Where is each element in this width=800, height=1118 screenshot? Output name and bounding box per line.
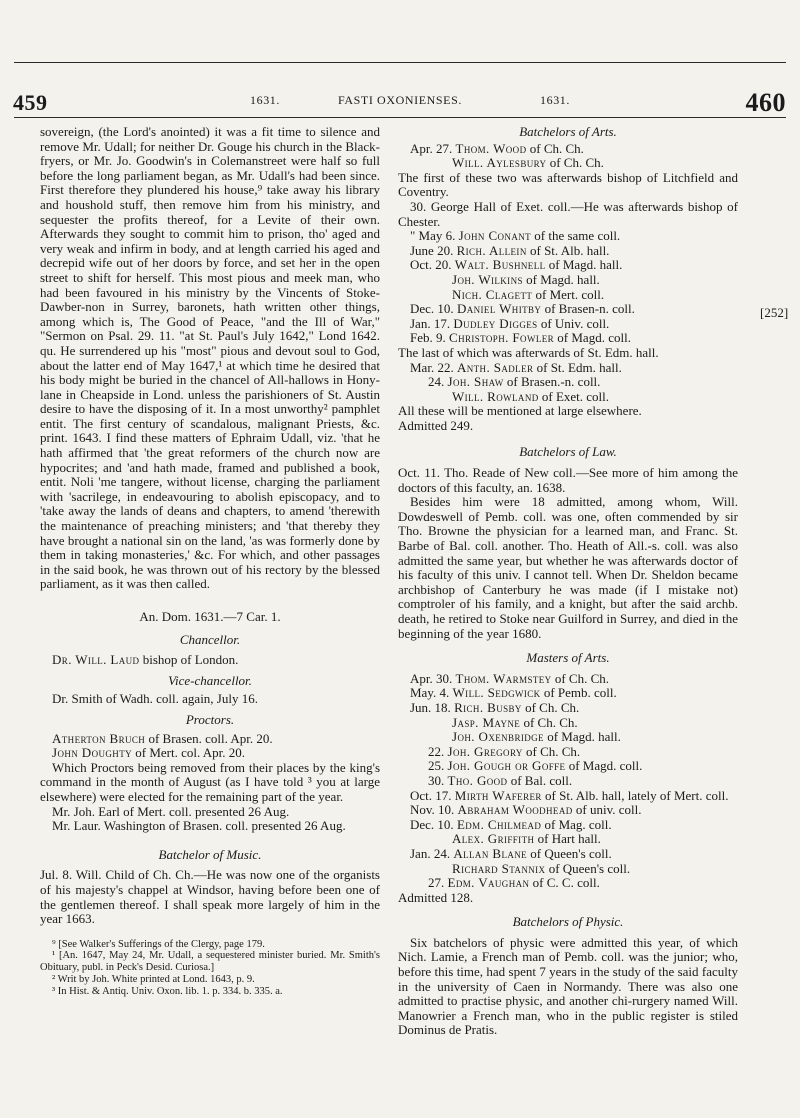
- page-number-left: 459: [13, 90, 48, 115]
- entry-college: of Bal. coll.: [507, 772, 573, 788]
- degree-entry: [398, 390, 738, 405]
- arts-list: [398, 361, 738, 405]
- entry-date: 24.: [428, 374, 445, 390]
- entry-name: Anth. Sadler: [456, 359, 534, 375]
- entry-date: Apr. 30.: [410, 670, 453, 686]
- degree-entry: [398, 789, 738, 804]
- physic-paragraph: Six batchelors of physic were admitted this year, of which Nich. Lamie, a French man of Pemb. coll. was the junior; who, before this time, had spent 7 years in the study of the said faculty in the university of Caen in Normandy. There was also one admitted to practise physic, and another chi-rurgery named Will. Manowrier a French man, who in the public register is stiled Dominus de Pratis.: [398, 934, 738, 1038]
- footnote: ¹ [An. 1647, May 24, Mr. Udall, a sequestered minister buried. Mr. Smith's Obituary, publ. in Peck's Desid. Curiosa.]: [40, 950, 380, 974]
- entry-college: of Hart hall.: [534, 831, 601, 847]
- entry-date: Oct. 17.: [410, 787, 452, 803]
- entry-name: Tho. Good: [447, 772, 508, 788]
- entry-college: of Ch. Ch.: [521, 699, 580, 715]
- entry-college: of Magd. hall.: [545, 257, 623, 273]
- entry-college: of Ch. Ch.: [546, 155, 604, 171]
- entry-name: Dudley Digges: [453, 315, 538, 331]
- degree-entry: [398, 803, 738, 818]
- entry-college: of Pemb. coll.: [540, 685, 617, 701]
- right-column: [398, 125, 738, 1038]
- degree-entry: [398, 156, 738, 171]
- entry-date: May. 4.: [410, 685, 450, 701]
- entry-college: of St. Alb. hall.: [526, 242, 610, 258]
- entry-date: Jan. 24.: [410, 845, 451, 861]
- entry-college: of St. Edm. hall.: [533, 359, 622, 375]
- degree-entry: [398, 288, 738, 303]
- entry-date: Jun. 18.: [410, 699, 451, 715]
- degree-entry: [398, 302, 738, 317]
- law-entry: Oct. 11. Tho. Reade of New coll.—See more of him among the doctors of this faculty, an. 1638.: [398, 465, 738, 495]
- arts-note: All these will be mentioned at large elsewhere.: [398, 403, 642, 419]
- entry-name: Thom. Wood: [455, 140, 527, 156]
- footnote: ³ In Hist. & Antiq. Univ. Oxon. lib. 1. p. 334. b. 335. a.: [52, 985, 283, 997]
- physic-heading: Batchelors of Physic.: [512, 914, 624, 930]
- entry-name: Christoph. Fowler: [449, 330, 555, 346]
- arts-heading: Batchelors of Arts.: [519, 124, 617, 139]
- left-column: [40, 125, 380, 998]
- entry-name: Will. Aylesbury: [452, 155, 547, 171]
- entry-college: of Ch. Ch.: [551, 670, 610, 686]
- entry-date: Dec. 10.: [410, 816, 454, 832]
- entry-name: Jasp. Mayne: [452, 714, 521, 730]
- arts-list: [398, 142, 738, 171]
- entry-college: of C. C. coll.: [529, 875, 600, 891]
- vice-chancellor-entry: Dr. Smith of Wadh. coll. again, July 16.: [52, 691, 258, 707]
- entry-date: 25.: [428, 758, 445, 774]
- page-number-right: 460: [745, 88, 786, 117]
- entry-name: Nich. Clagett: [452, 286, 533, 302]
- arts-entry-30: 30. George Hall of Exet. coll.—He was afterwards bishop of Chester.: [398, 198, 738, 229]
- entry-name: Joh. Wilkins: [452, 271, 523, 287]
- entry-college: of Ch. Ch.: [522, 743, 581, 759]
- degree-entry: [398, 759, 738, 774]
- entry-name: Alex. Griffith: [452, 831, 535, 847]
- degree-entry: [398, 716, 738, 731]
- degree-entry: [398, 818, 738, 833]
- entry-name: Abraham Woodhead: [457, 802, 573, 818]
- entry-college: of Queen's coll.: [527, 845, 612, 861]
- running-year-right: 1631.: [540, 93, 570, 107]
- entry-date: 27.: [428, 875, 445, 891]
- vice-chancellor-heading: Vice-chancellor.: [168, 672, 252, 688]
- degree-entry: [398, 361, 738, 376]
- degree-entry: [398, 774, 738, 789]
- proctor-rest: of Brasen. coll. Apr. 20.: [145, 730, 273, 746]
- proctor-rest: of Mert. col. Apr. 20.: [132, 745, 246, 761]
- degree-entry: [398, 273, 738, 288]
- music-entry: Jul. 8. Will. Child of Ch. Ch.—He was now one of the organists of his majesty's chappel at Windsor, having before been one of the gentlemen thereof. I shall speak more largely of him in the year 1663.: [40, 867, 380, 927]
- degree-entry: [398, 375, 738, 390]
- entry-name: Will. Rowland: [452, 388, 539, 404]
- body-paragraph: sovereign, (the Lord's anointed) it was a fit time to silence and remove Mr. Udall; for neither Dr. Gouge his church in the Black-fryers, or Mr. Jo. Goodwin's in Colemanstreet were half so full before the long parliament began, as Mr. Udall's had been since. First therefore they plundered his house,⁹ take away his library and houshold stuff, then remove him from his ministry, and sequester the profits thereof, for a Levite of their own. Afterwards they sought to commit him to prison, tho' aged and very weak and infirm in body, and at length carried his aged and decrepid wife out of her doors by force, and set her in the open street to shift for herself. This most pious and meek man, who had been favoured in his ministry by the Vincents of Stoke-Dawber-non in Surrey, baronets, hath written other things, among which is, The Good of Peace, "and the Ill of War," "Sermon on Psal. 29. 11. "at St. Paul's July 1642," Lond 1642. qu. He surrendered up his "most" pious and devout soul to God, about the latter end of May 1647,¹ at which time he desired that his body might be buried in the chancel of All-hallows in Hony-lane in Cheapside in Lond. unless the parishioners of St. Austin desire to have the disposing of it. In a most unworthy² pamphlet entit. The first century of scandalous, malignant Priests, &c. print. 1643. I find these matters of Ephraim Udall, viz. 'that he hath affirmed that 'the great reformers of the church now are hypocrites; and 'and hath made, framed and published a book, entit. Noli 'me tangere, without license, charging the parliament with 'sacrilege, in endeavouring to abolish episcopacy, and to 'take away the lands of deans and chapters, to amend 'therewith the maintenance of preaching ministers; and 'that thereby they have brought a national sin on the land, 'as was formerly done by them in taking monasteries,' &c. For which, and other passages in the said book, he was thrown out of his rectory by the blessed parliament, as it was then called.: [40, 124, 380, 592]
- entry-college: of Mag. coll.: [541, 816, 612, 832]
- entry-name: Edm. Vaughan: [447, 875, 530, 891]
- arts-admitted: Admitted 249.: [398, 417, 474, 433]
- chancellor-name: Dr. Will. Laud: [52, 652, 140, 668]
- chancellor-entry: [40, 653, 380, 668]
- entry-date: " May 6.: [410, 228, 456, 244]
- running-year-left: 1631.: [250, 93, 280, 107]
- entry-name: Allan Blane: [453, 845, 528, 861]
- year-heading: An. Dom. 1631.—7 Car. 1.: [139, 609, 281, 624]
- arts-note: The first of these two was afterwards bishop of Litchfield and Coventry.: [398, 169, 738, 200]
- degree-entry: [398, 672, 738, 687]
- entry-college: of Mert. coll.: [532, 286, 605, 302]
- entry-name: Mirth Waferer: [454, 787, 542, 803]
- degree-entry: [398, 331, 738, 346]
- chancellor-rest: bishop of London.: [139, 652, 239, 668]
- entry-name: Will. Sedgwick: [452, 685, 541, 701]
- entry-college: of Brasen.-n. coll.: [503, 374, 601, 390]
- entry-name: Joh. Oxenbridge: [452, 729, 544, 745]
- entry-date: 22.: [428, 743, 445, 759]
- proctors-note: Which Proctors being removed from their places by the king's command in the month of August (as I have told ³ you at large elsewhere) were elected for the remaining part of the year.: [40, 759, 380, 804]
- chancellor-heading: Chancellor.: [179, 631, 241, 647]
- footnote: ² Writ by Joh. White printed at Lond. 1643, p. 9.: [52, 974, 255, 986]
- entry-date: Oct. 20.: [410, 257, 452, 273]
- margin-note: [252]: [760, 305, 789, 320]
- degree-entry: [398, 745, 738, 760]
- arts-note: The last of which was afterwards of St. Edm. hall.: [398, 344, 659, 360]
- proctor-name: John Doughty: [52, 745, 132, 761]
- header-rule: [14, 117, 786, 118]
- entry-name: Joh. Shaw: [447, 374, 504, 390]
- entry-college: of Univ. coll.: [537, 315, 610, 331]
- entry-college: of Magd. hall.: [543, 729, 621, 745]
- proctor-entry: [40, 732, 380, 747]
- entry-college: of Ch. Ch.: [520, 714, 578, 730]
- degree-entry: [398, 832, 738, 847]
- proctor-presented: Mr. Laur. Washington of Brasen. coll. presented 26 Aug.: [52, 818, 346, 834]
- degree-entry: [398, 317, 738, 332]
- entry-college: of Queen's coll.: [545, 860, 631, 876]
- footnote: ⁹ [See Walker's Sufferings of the Clergy, page 179.: [52, 938, 265, 950]
- entry-name: Rich. Allein: [456, 242, 527, 258]
- degree-entry: [398, 258, 738, 273]
- running-title: FASTI OXONIENSES.: [338, 93, 462, 107]
- law-paragraph: Besides him were 18 admitted, among whom, Will. Dowdeswell of Pemb. coll. was one, often commended by sir Tho. Browne the physician for a learned man, and Franc. St. Barbe of Bal. coll. another. Tho. Heath of All.-s. coll. was also admitted the same year, but whether he was afterwards doctor of his faculty of this univ. I cannot tell. When Dr. Sheldon became archbishop of Canterbury he was made (if I mistake not) comptroler of his family, and a knight, but after the said archb. death, he retired to Stoke near Guilford in Surrey, and died in the beginning of the year 1680.: [398, 494, 738, 641]
- entry-date: 30.: [428, 772, 445, 788]
- footnotes: [40, 939, 380, 998]
- proctor-presented: Mr. Joh. Earl of Mert. coll. presented 26 Aug.: [52, 803, 290, 819]
- degree-entry: [398, 229, 738, 244]
- degree-entry: [398, 686, 738, 701]
- entry-name: John Conant: [458, 228, 532, 244]
- degree-entry: [398, 847, 738, 862]
- entry-date: Jan. 17.: [410, 315, 451, 331]
- entry-name: Joh. Gregory: [447, 743, 523, 759]
- proctor-name: Atherton Bruch: [52, 730, 146, 746]
- masters-heading: Masters of Arts.: [526, 650, 610, 666]
- degree-entry: [398, 244, 738, 259]
- entry-college: of Magd. coll.: [554, 330, 631, 346]
- entry-college: of Magd. hall.: [522, 271, 600, 287]
- top-rule: [14, 62, 786, 63]
- entry-college: of Magd. coll.: [565, 758, 643, 774]
- entry-college: of Brasen-n. coll.: [541, 301, 635, 317]
- entry-date: Dec. 10.: [410, 301, 454, 317]
- entry-college: of St. Alb. hall, lately of Mert. coll.: [541, 787, 729, 803]
- entry-college: of univ. coll.: [572, 802, 642, 818]
- entry-name: Edm. Chilmead: [456, 816, 542, 832]
- entry-name: Walt. Bushnell: [454, 257, 546, 273]
- entry-date: Feb. 9.: [410, 330, 446, 346]
- proctors-heading: Proctors.: [185, 711, 235, 727]
- degree-entry: [398, 730, 738, 745]
- entry-college: of Ch. Ch.: [526, 140, 584, 156]
- degree-entry: [398, 701, 738, 716]
- entry-college: of the same coll.: [531, 228, 621, 244]
- degree-entry: [398, 142, 738, 157]
- entry-name: Richard Stannix: [452, 860, 546, 876]
- entry-date: Mar. 22.: [410, 359, 454, 375]
- masters-list: [398, 672, 738, 891]
- arts-list: [398, 229, 738, 346]
- entry-college: of Exet. coll.: [538, 388, 610, 404]
- entry-name: Daniel Whitby: [456, 301, 542, 317]
- music-heading: Batchelor of Music.: [158, 846, 262, 862]
- proctor-entry: [40, 746, 380, 761]
- law-heading: Batchelors of Law.: [519, 444, 617, 460]
- masters-admitted: Admitted 128.: [398, 889, 474, 905]
- degree-entry: [398, 862, 738, 877]
- entry-name: Rich. Busby: [454, 699, 522, 715]
- degree-entry: [398, 876, 738, 891]
- entry-date: Apr. 27.: [410, 140, 453, 156]
- entry-date: June 20.: [410, 242, 454, 258]
- entry-name: Joh. Gough or Goffe: [447, 758, 566, 774]
- entry-name: Thom. Warmstey: [455, 670, 552, 686]
- entry-date: Nov. 10.: [410, 802, 455, 818]
